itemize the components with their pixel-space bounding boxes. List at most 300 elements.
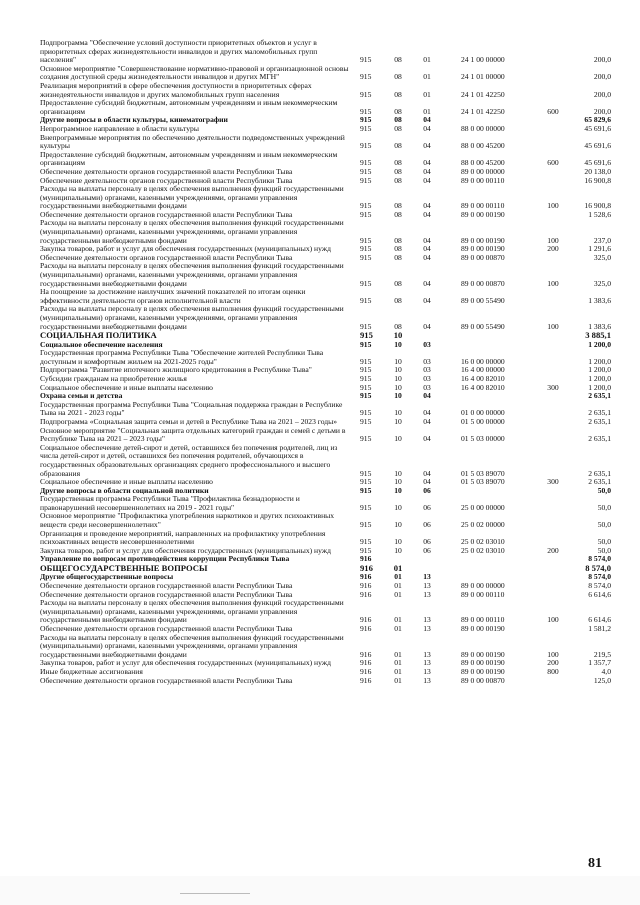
target-article-cell: 25 0 02 03010: [461, 537, 505, 547]
subsection-code-cell: 04: [423, 321, 431, 331]
admin-code-cell: 915: [360, 141, 372, 151]
amount-cell: 8 574,0: [588, 581, 611, 591]
row-name-cell: Социальное обеспечение населения: [40, 339, 163, 349]
amount-cell: 200,0: [593, 55, 611, 65]
table-row: [40, 495, 610, 512]
admin-code-cell: 915: [360, 72, 372, 82]
table-row: [40, 444, 610, 478]
amount-cell: 2 635,1: [588, 391, 611, 401]
admin-code-cell: 915: [360, 115, 372, 125]
table-row: [40, 219, 610, 245]
row-name-cell: Подпрограмма «Социальная защита семьи и детей в Республике Тыва на 2021 – 2023 годы»: [40, 416, 338, 426]
target-article-cell: 25 0 02 03010: [461, 545, 505, 555]
amount-cell: 8 574,0: [588, 554, 611, 564]
section-code-cell: 10: [393, 330, 403, 341]
amount-cell: 50,0: [597, 502, 611, 512]
amount-cell: 50,0: [597, 520, 611, 530]
target-article-cell: 89 0 00 00190: [461, 624, 505, 633]
target-article-cell: 89 0 00 00190: [461, 666, 505, 676]
row-name-cell: Иные бюджетные ассигнования: [40, 666, 143, 676]
target-article-cell: 89 0 00 00110: [461, 589, 505, 599]
section-code-cell: 10: [394, 416, 402, 426]
row-name-cell: Обеспечение деятельности органов государственной власти Республики Тыва: [40, 581, 293, 591]
target-article-cell: 89 0 00 00190: [461, 209, 505, 219]
section-code-cell: 01: [394, 624, 402, 633]
subsection-code-cell: 13: [423, 666, 431, 676]
table-row: [40, 677, 610, 686]
row-name-cell: Основное мероприятие "Социальная защита отдельных категорий граждан и семей с детьми в Республике Тыва на 2021 – 2023 годы": [40, 425, 346, 444]
amount-cell: 1 581,2: [588, 624, 611, 633]
section-code-cell: 10: [394, 382, 402, 392]
target-article-cell: 24 1 01 00000: [461, 72, 505, 82]
expense-type-cell: 300: [547, 382, 559, 392]
amount-cell: 1 200,0: [588, 365, 611, 375]
admin-code-cell: 916: [360, 581, 372, 591]
section-code-cell: 08: [394, 158, 402, 168]
subsection-code-cell: 04: [423, 175, 431, 185]
row-name-cell: Расходы на выплаты персоналу в целях обеспечения выполнения функций государственными (муниципальными) органами, казенными учреждениями, органами управления государственными внебюджетными фондами: [40, 304, 344, 331]
table-row: [40, 39, 610, 65]
target-article-cell: 89 0 00 00110: [461, 175, 505, 185]
table-row: [40, 530, 610, 547]
row-name-cell: Предоставление субсидий бюджетным, автономным учреждениям и иным некоммерческим организациям: [40, 98, 338, 116]
amount-cell: 1 291,6: [588, 244, 611, 254]
section-code-cell: 10: [394, 408, 402, 418]
target-article-cell: 89 0 00 00110: [461, 201, 505, 211]
row-name-cell: Основное мероприятие "Профилактика употребления наркотиков и других психоактивных веществ среди несовершеннолетних": [40, 511, 335, 530]
subsection-code-cell: 13: [423, 589, 431, 599]
section-code-cell: 10: [394, 545, 402, 555]
admin-code-cell: 916: [360, 658, 372, 668]
section-code-cell: 08: [394, 209, 402, 219]
amount-cell: 1 200,0: [588, 339, 611, 349]
subsection-code-cell: 03: [423, 373, 431, 383]
table-row: [40, 151, 610, 168]
amount-cell: 16 900,8: [584, 175, 611, 185]
row-name-cell: Обеспечение деятельности органов государственной власти Республики Тыва: [40, 175, 293, 185]
table-row: [40, 134, 610, 151]
admin-code-cell: 915: [360, 537, 372, 547]
row-name-cell: Другие общегосударственные вопросы: [40, 572, 174, 582]
admin-code-cell: 915: [360, 209, 372, 219]
admin-code-cell: 915: [360, 158, 372, 168]
expense-type-cell: 100: [547, 278, 559, 288]
section-code-cell: 10: [394, 468, 402, 478]
amount-cell: 325,0: [593, 252, 611, 262]
subsection-code-cell: 13: [423, 572, 431, 582]
section-code-cell: 10: [394, 502, 402, 512]
table-row: [40, 427, 610, 444]
row-name-cell: Реализация мероприятий в сфере обеспечения доступности в приоритетных сферах жизнедеятельности инвалидов и других маломобильных групп населения: [40, 80, 312, 99]
row-name-cell: Управление по вопросам противодействия коррупции Республики Тыва: [40, 554, 290, 564]
section-code-cell: 01: [394, 615, 402, 625]
target-article-cell: 01 0 00 00000: [461, 408, 505, 418]
admin-code-cell: 916: [360, 589, 372, 599]
admin-code-cell: 915: [360, 408, 372, 418]
section-code-cell: 08: [394, 295, 402, 305]
row-name-cell: Расходы на выплаты персоналу в целях обеспечения выполнения функций государственными (муниципальными) органами, казенными учреждениями, органами управления государственными внебюджетными фондами: [40, 184, 344, 211]
subsection-code-cell: 13: [423, 615, 431, 625]
admin-code-cell: 915: [360, 55, 372, 65]
section-code-cell: 10: [394, 373, 402, 383]
target-article-cell: 25 0 02 00000: [461, 520, 505, 530]
admin-code-cell: 915: [360, 416, 372, 426]
row-name-cell: Внепрограммные мероприятия по обеспечению деятельности подведомственных учреждений культуры: [40, 132, 345, 151]
scan-artifact-line: [180, 893, 250, 894]
admin-code-cell: 915: [360, 321, 372, 331]
admin-code-cell: 915: [360, 545, 372, 555]
target-article-cell: 89 0 00 00190: [461, 658, 505, 668]
target-article-cell: 89 0 00 55490: [461, 295, 505, 305]
table-row: [40, 185, 610, 211]
admin-code-cell: 915: [360, 339, 372, 349]
subsection-code-cell: 04: [423, 123, 431, 133]
amount-cell: 2 635,1: [588, 408, 611, 418]
subsection-code-cell: 04: [423, 166, 431, 176]
section-code-cell: 01: [394, 675, 402, 685]
amount-cell: 1 357,7: [588, 658, 611, 668]
page-number: 81: [588, 856, 602, 871]
amount-cell: 45 691,6: [584, 123, 611, 133]
admin-code-cell: 915: [360, 356, 372, 366]
subsection-code-cell: 13: [423, 624, 431, 633]
subsection-code-cell: 06: [423, 502, 431, 512]
row-name-cell: Расходы на выплаты персоналу в целях обеспечения выполнения функций государственными (муниципальными) органами, казенными учреждениями, органами управления государственными внебюджетными фондами: [40, 261, 344, 288]
target-article-cell: 24 1 01 42250: [461, 106, 505, 116]
target-article-cell: 89 0 00 00110: [461, 615, 505, 625]
amount-cell: 6 614,6: [588, 589, 611, 599]
row-name-cell: Охрана семьи и детства: [40, 391, 123, 401]
amount-cell: 1 200,0: [588, 373, 611, 383]
table-row: [40, 65, 610, 82]
section-code-cell: 01: [394, 658, 402, 668]
target-article-cell: 89 0 00 00190: [461, 235, 505, 245]
admin-code-cell: 915: [360, 330, 373, 341]
target-article-cell: 89 0 00 00870: [461, 252, 505, 262]
amount-cell: 8 574,0: [585, 563, 611, 574]
expense-type-cell: 100: [547, 321, 559, 331]
admin-code-cell: 915: [360, 502, 372, 512]
amount-cell: 65 829,6: [584, 115, 611, 125]
table-row: [40, 305, 610, 331]
amount-cell: 4,0: [601, 666, 611, 676]
expense-type-cell: 100: [547, 649, 559, 659]
subsection-code-cell: 03: [423, 356, 431, 366]
budget-table: [40, 39, 610, 685]
amount-cell: 200,0: [593, 106, 611, 116]
subsection-code-cell: 13: [423, 675, 431, 685]
target-article-cell: 88 0 00 45200: [461, 141, 505, 151]
subsection-code-cell: 01: [423, 106, 431, 116]
section-code-cell: 08: [394, 123, 402, 133]
amount-cell: 45 691,6: [584, 158, 611, 168]
subsection-code-cell: 04: [423, 209, 431, 219]
section-code-cell: 01: [394, 589, 402, 599]
amount-cell: 8 574,0: [588, 572, 611, 582]
row-name-cell: ОБЩЕГОСУДАРСТВЕННЫЕ ВОПРОСЫ: [40, 563, 208, 574]
target-article-cell: 16 4 00 82010: [461, 373, 505, 383]
amount-cell: 16 900,8: [584, 201, 611, 211]
subsection-code-cell: 04: [423, 434, 431, 444]
admin-code-cell: 916: [360, 615, 372, 625]
subsection-code-cell: 13: [423, 658, 431, 668]
table-row: [40, 401, 610, 418]
admin-code-cell: 915: [360, 244, 372, 254]
table-row: [40, 288, 610, 305]
admin-code-cell: 916: [360, 666, 372, 676]
subsection-code-cell: 04: [423, 295, 431, 305]
section-code-cell: 08: [394, 72, 402, 82]
subsection-code-cell: 01: [423, 89, 431, 99]
subsection-code-cell: 06: [423, 545, 431, 555]
table-row: [40, 99, 610, 116]
target-article-cell: 89 0 00 00190: [461, 649, 505, 659]
expense-type-cell: 200: [547, 244, 559, 254]
subsection-code-cell: 04: [423, 244, 431, 254]
target-article-cell: 25 0 00 00000: [461, 502, 505, 512]
admin-code-cell: 915: [360, 468, 372, 478]
row-name-cell: Предоставление субсидий бюджетным, автономным учреждениям и иным некоммерческим организациям: [40, 149, 338, 168]
target-article-cell: 89 0 00 00870: [461, 278, 505, 288]
amount-cell: 219,5: [593, 649, 611, 659]
target-article-cell: 01 5 03 89070: [461, 468, 505, 478]
subsection-code-cell: 04: [423, 416, 431, 426]
admin-code-cell: 915: [360, 175, 372, 185]
row-name-cell: Обеспечение деятельности органов государственной власти Республики Тыва: [40, 252, 293, 262]
subsection-code-cell: 03: [423, 382, 431, 392]
table-row: [40, 599, 610, 625]
amount-cell: 1 383,6: [588, 321, 611, 331]
admin-code-cell: 915: [360, 201, 372, 211]
section-code-cell: 08: [394, 321, 402, 331]
section-code-cell: 10: [394, 339, 402, 349]
expense-type-cell: 200: [547, 658, 559, 668]
admin-code-cell: 915: [360, 166, 372, 176]
expense-type-cell: 100: [547, 201, 559, 211]
admin-code-cell: 916: [360, 572, 372, 582]
target-article-cell: 24 1 00 00000: [461, 55, 505, 65]
amount-cell: 6 614,6: [588, 615, 611, 625]
target-article-cell: 24 1 01 42250: [461, 89, 505, 99]
table-row: [40, 384, 610, 393]
admin-code-cell: 915: [360, 106, 372, 116]
subsection-code-cell: 04: [423, 201, 431, 211]
row-name-cell: Социальное обеспечение детей-сирот и детей, оставшихся без попечения родителей, лиц из числа детей-сирот и детей, оставшихся без попечения родителей, обучающихся в государственных образовательных организациях среднего профессионального и высшего образования: [40, 442, 338, 478]
section-code-cell: 08: [394, 175, 402, 185]
admin-code-cell: 915: [360, 235, 372, 245]
section-code-cell: 01: [394, 666, 402, 676]
target-article-cell: 01 5 03 89070: [461, 477, 505, 487]
subsection-code-cell: 01: [423, 55, 431, 65]
admin-code-cell: 915: [360, 373, 372, 383]
amount-cell: 200,0: [593, 72, 611, 82]
amount-cell: 1 528,6: [588, 209, 611, 219]
row-name-cell: Основное мероприятие "Совершенствование нормативно-правовой и организационной основы создания доступной среды жизнедеятельности инвалидов и других МГН": [40, 63, 349, 82]
table-row: [40, 82, 610, 99]
subsection-code-cell: 03: [423, 365, 431, 375]
section-code-cell: 01: [393, 563, 403, 574]
row-name-cell: Закупка товаров, работ и услуг для обеспечения государственных (муниципальных) нужд: [40, 545, 331, 555]
section-code-cell: 08: [394, 89, 402, 99]
admin-code-cell: 916: [360, 563, 373, 574]
subsection-code-cell: 06: [423, 537, 431, 547]
expense-type-cell: 300: [547, 477, 559, 487]
section-code-cell: 08: [394, 244, 402, 254]
target-article-cell: 89 0 00 00000: [461, 166, 505, 176]
subsection-code-cell: 04: [423, 468, 431, 478]
amount-cell: 2 635,1: [588, 477, 611, 487]
section-code-cell: 10: [394, 520, 402, 530]
row-name-cell: СОЦИАЛЬНАЯ ПОЛИТИКА: [40, 330, 157, 341]
row-name-cell: На поощрение за достижение наилучших значений показателей по итогам оценки эффективности деятельности органов исполнительной власти: [40, 287, 306, 305]
row-name-cell: Расходы на выплаты персоналу в целях обеспечения выполнения функций государственными (муниципальными) органами, казенными учреждениями, органами управления государственными внебюджетными фондами: [40, 632, 344, 659]
admin-code-cell: 916: [360, 675, 372, 685]
admin-code-cell: 915: [360, 391, 372, 401]
expense-type-cell: 800: [547, 666, 559, 676]
target-article-cell: 16 4 00 00000: [461, 365, 505, 375]
expense-type-cell: 600: [547, 158, 559, 168]
amount-cell: 2 635,1: [588, 416, 611, 426]
subsection-code-cell: 04: [423, 141, 431, 151]
section-code-cell: 01: [394, 649, 402, 659]
admin-code-cell: 916: [360, 624, 372, 633]
amount-cell: 50,0: [597, 545, 611, 555]
section-code-cell: 08: [394, 201, 402, 211]
row-name-cell: Обеспечение деятельности органов государственной власти Республики Тыва: [40, 675, 293, 685]
table-row: [40, 262, 610, 288]
target-article-cell: 01 5 00 00000: [461, 416, 505, 426]
target-article-cell: 88 0 00 45200: [461, 158, 505, 168]
amount-cell: 1 383,6: [588, 295, 611, 305]
section-code-cell: 08: [394, 252, 402, 262]
row-name-cell: Другие вопросы в области культуры, кинематографии: [40, 115, 228, 125]
subsection-code-cell: 13: [423, 581, 431, 591]
row-name-cell: Закупка товаров, работ и услуг для обеспечения государственных (муниципальных) нужд: [40, 244, 331, 254]
row-name-cell: Расходы на выплаты персоналу в целях обеспечения выполнения функций государственными (муниципальными) органами, казенными учреждениями, органами управления государственными внебюджетными фондами: [40, 218, 344, 245]
admin-code-cell: 915: [360, 295, 372, 305]
section-code-cell: 10: [394, 485, 402, 495]
row-name-cell: Закупка товаров, работ и услуг для обеспечения государственных (муниципальных) нужд: [40, 658, 331, 668]
admin-code-cell: 915: [360, 382, 372, 392]
expense-type-cell: 100: [547, 235, 559, 245]
admin-code-cell: 915: [360, 520, 372, 530]
subsection-code-cell: 03: [423, 339, 431, 349]
amount-cell: 2 635,1: [588, 468, 611, 478]
row-name-cell: Обеспечение деятельности органов государственной власти Республики Тыва: [40, 589, 293, 599]
section-code-cell: 08: [394, 278, 402, 288]
subsection-code-cell: 04: [423, 115, 431, 125]
subsection-code-cell: 04: [423, 408, 431, 418]
target-article-cell: 89 0 00 00870: [461, 675, 505, 685]
subsection-code-cell: 04: [423, 252, 431, 262]
row-name-cell: Непрограммное направление в области культуры: [40, 123, 199, 133]
table-row: [40, 634, 610, 660]
amount-cell: 237,0: [593, 235, 611, 245]
admin-code-cell: 915: [360, 252, 372, 262]
expense-type-cell: 200: [547, 545, 559, 555]
amount-cell: 45 691,6: [584, 141, 611, 151]
row-name-cell: Государственная программа Республики Тыва "Профилактика безнадзорности и правонарушений несовершеннолетних на 2019 - 2021 годы": [40, 494, 300, 512]
admin-code-cell: 915: [360, 89, 372, 99]
subsection-code-cell: 13: [423, 649, 431, 659]
amount-cell: 1 200,0: [588, 356, 611, 366]
amount-cell: 20 138,0: [584, 166, 611, 176]
amount-cell: 50,0: [597, 485, 611, 495]
amount-cell: 325,0: [593, 278, 611, 288]
section-code-cell: 08: [394, 115, 402, 125]
section-code-cell: 01: [394, 581, 402, 591]
target-article-cell: 88 0 00 00000: [461, 123, 505, 133]
expense-type-cell: 100: [547, 615, 559, 625]
subsection-code-cell: 06: [423, 485, 431, 495]
section-code-cell: 10: [394, 365, 402, 375]
target-article-cell: 01 5 03 00000: [461, 434, 505, 444]
subsection-code-cell: 04: [423, 278, 431, 288]
subsection-code-cell: 06: [423, 520, 431, 530]
subsection-code-cell: 04: [423, 158, 431, 168]
subsection-code-cell: 04: [423, 235, 431, 245]
section-code-cell: 10: [394, 391, 402, 401]
subsection-code-cell: 01: [423, 72, 431, 82]
admin-code-cell: 915: [360, 278, 372, 288]
table-row: [40, 349, 610, 366]
table-row: [40, 512, 610, 529]
subsection-code-cell: 04: [423, 391, 431, 401]
section-code-cell: 10: [394, 356, 402, 366]
admin-code-cell: 915: [360, 123, 372, 133]
row-name-cell: Другие вопросы в области социальной политики: [40, 485, 209, 495]
amount-cell: 200,0: [593, 89, 611, 99]
row-name-cell: Государственная программа Республики Тыва "Социальная поддержка граждан в Республике Тыва на 2021 - 2023 годы": [40, 399, 343, 418]
section-code-cell: 08: [394, 106, 402, 116]
row-name-cell: Расходы на выплаты персоналу в целях обеспечения выполнения функций государственными (муниципальными) органами, казенными учреждениями, органами управления государственными внебюджетными фондами: [40, 598, 344, 625]
row-name-cell: Субсидии гражданам на приобретение жилья: [40, 373, 187, 383]
row-name-cell: Обеспечение деятельности органов государственной власти Республики Тыва: [40, 166, 293, 176]
amount-cell: 1 200,0: [588, 382, 611, 392]
amount-cell: 50,0: [597, 537, 611, 547]
section-code-cell: 08: [394, 235, 402, 245]
admin-code-cell: 916: [360, 554, 372, 564]
admin-code-cell: 915: [360, 434, 372, 444]
section-code-cell: 01: [394, 572, 402, 582]
section-code-cell: 10: [394, 477, 402, 487]
target-article-cell: 16 4 00 82010: [461, 382, 505, 392]
target-article-cell: 89 0 00 00000: [461, 581, 505, 591]
row-name-cell: Обеспечение деятельности органов государственной власти Республики Тыва: [40, 209, 293, 219]
row-name-cell: Обеспечение деятельности органов государственной власти Республики Тыва: [40, 624, 293, 633]
amount-cell: 2 635,1: [588, 434, 611, 444]
row-name-cell: Организация и проведение мероприятий, направленных на профилактику употребления психоактивных веществ несовершеннолетними: [40, 528, 326, 547]
section-code-cell: 10: [394, 537, 402, 547]
admin-code-cell: 916: [360, 649, 372, 659]
amount-cell: 125,0: [593, 675, 611, 685]
target-article-cell: 89 0 00 55490: [461, 321, 505, 331]
expense-type-cell: 600: [547, 106, 559, 116]
subsection-code-cell: 04: [423, 477, 431, 487]
admin-code-cell: 915: [360, 485, 372, 495]
row-name-cell: Социальное обеспечение и иные выплаты населению: [40, 382, 213, 392]
target-article-cell: 89 0 00 00190: [461, 244, 505, 254]
section-code-cell: 08: [394, 141, 402, 151]
row-name-cell: Подпрограмма "Обеспечение условий доступности приоритетных объектов и услуг в приоритетных сферах жизнедеятельности инвалидов и других маломобильных групп населения": [40, 38, 318, 65]
amount-cell: 3 885,1: [585, 330, 611, 341]
section-code-cell: 08: [394, 55, 402, 65]
admin-code-cell: 915: [360, 365, 372, 375]
target-article-cell: 16 0 00 00000: [461, 356, 505, 366]
section-code-cell: 10: [394, 434, 402, 444]
section-code-cell: 08: [394, 166, 402, 176]
admin-code-cell: 915: [360, 477, 372, 487]
